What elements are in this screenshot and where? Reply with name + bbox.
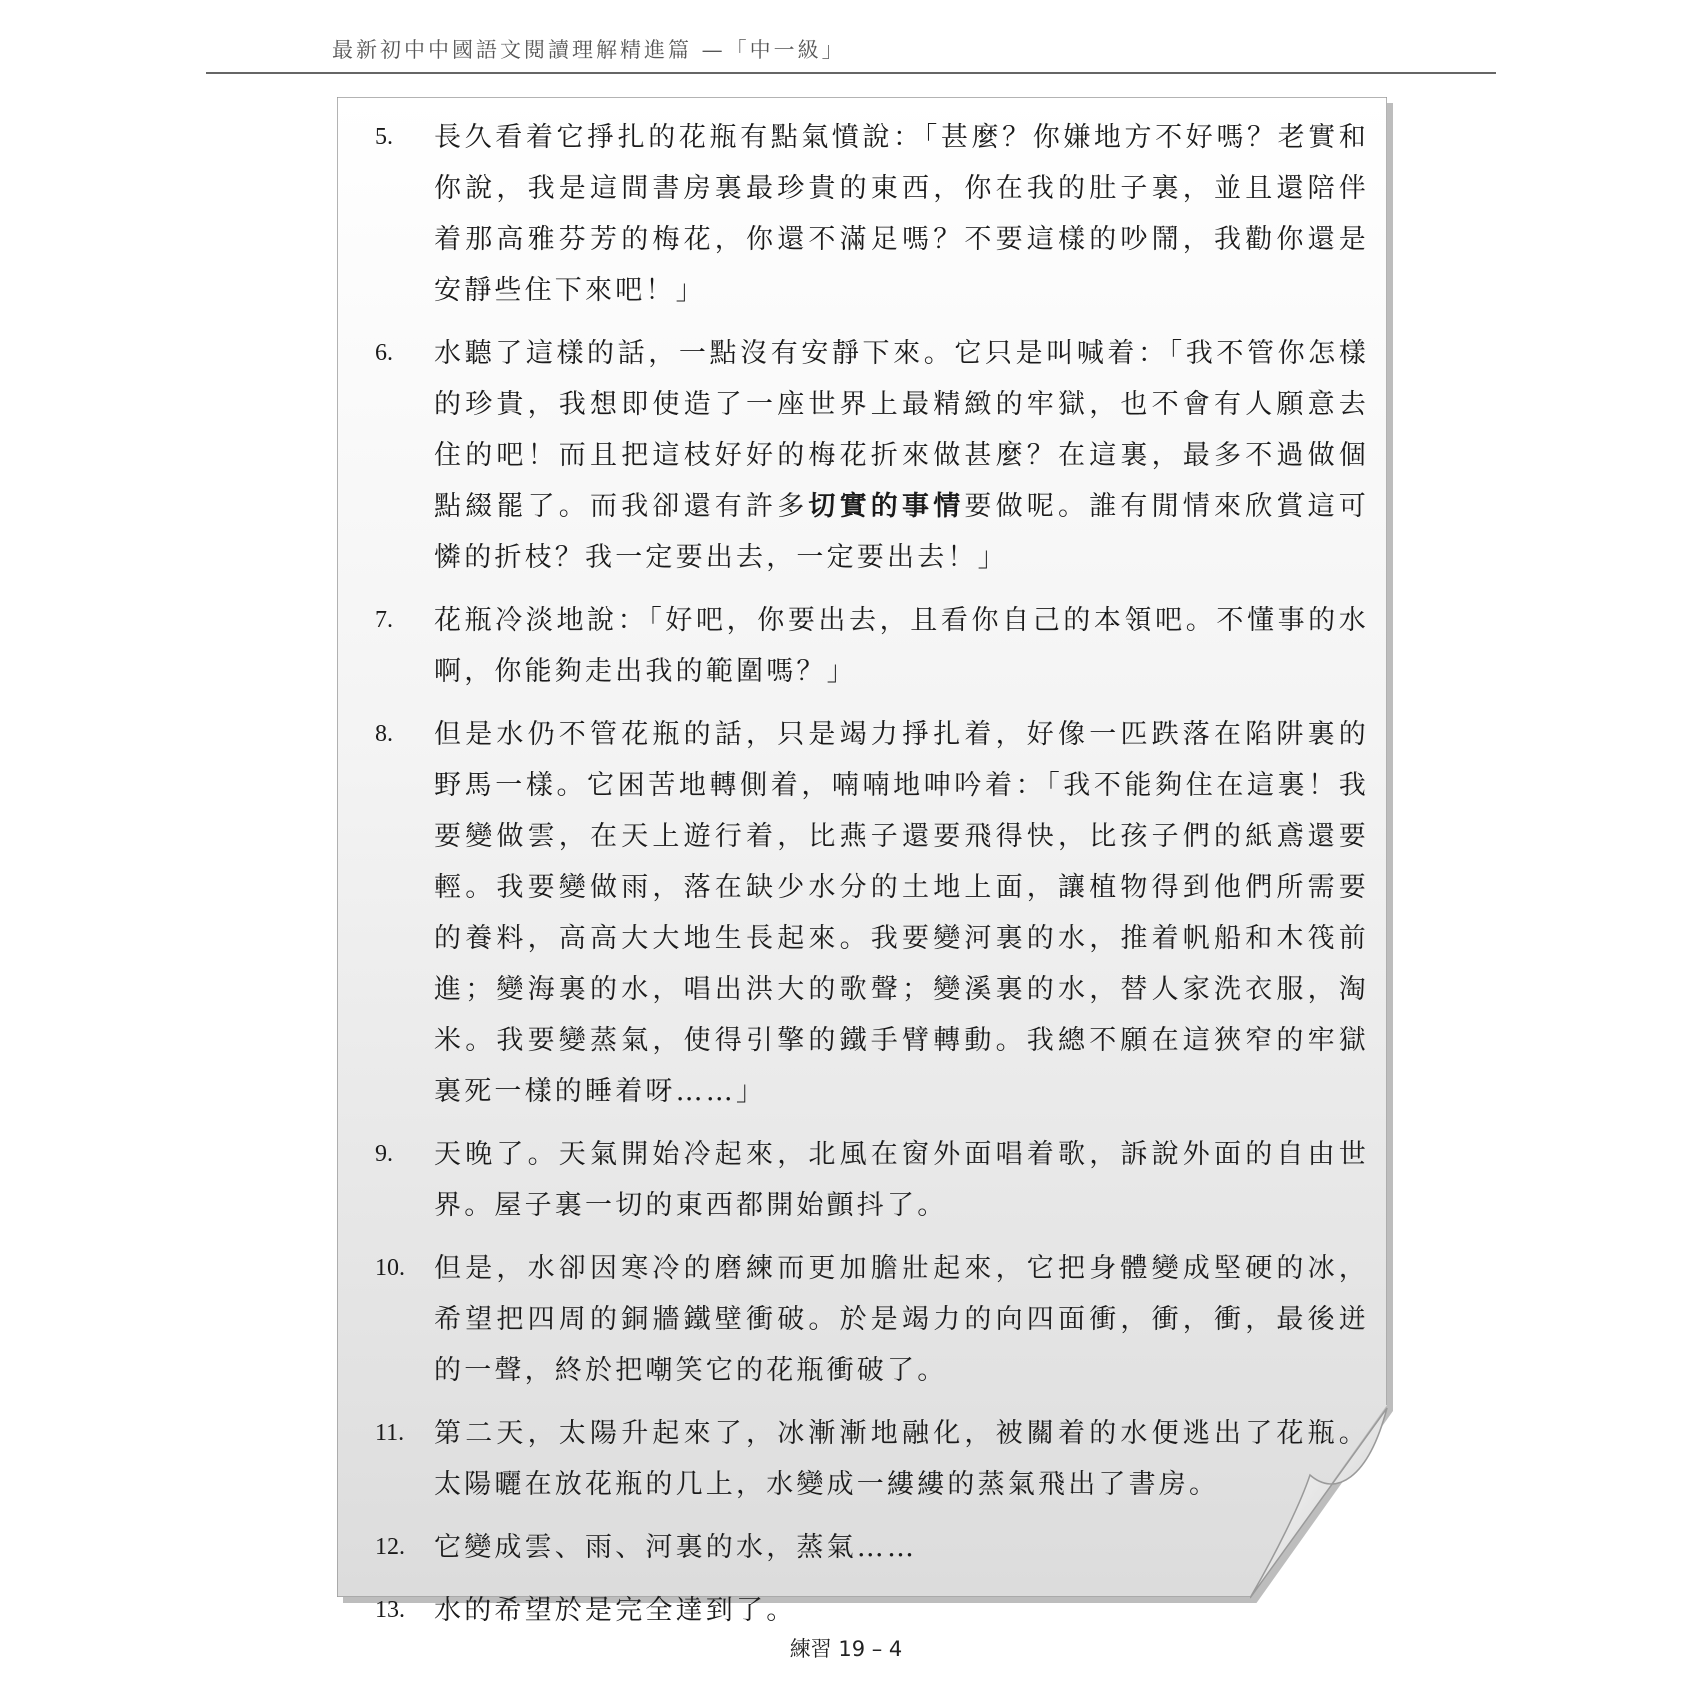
- paragraph-text-part: 水聽了這樣的話，一點沒有安靜下來。它只是叫喊着：「我不管你怎樣的珍貴，我想即使造了一座世界上最精緻的牢獄，也不會有人願意去住的吧！而且把這枝好好的梅花折來做甚麼？在這裏，最多不過做個點綴罷了。而我卻還有許多: [434, 338, 1369, 522]
- paragraph-text: 長久看着它掙扎的花瓶有點氣憤說：「甚麼？你嫌地方不好嗎？老實和你說，我是這間書房裏最珍貴的東西，你在我的肚子裏，並且還陪伴着那高雅芬芳的梅花，你還不滿足嗎？不要這樣的吵鬧，我勸你還是安靜些住下來吧！」: [434, 122, 1369, 306]
- paragraph-9: [375, 1129, 1375, 1231]
- paragraph-number: 7.: [375, 607, 393, 633]
- paragraph-number: 8.: [375, 721, 393, 747]
- paragraph-text: 花瓶冷淡地說：「好吧，你要出去，且看你自己的本領吧。不懂事的水啊，你能夠走出我的範圍嗎？」: [434, 605, 1369, 687]
- paragraph-5: [375, 112, 1375, 316]
- page-number: 練習 19 – 4: [789, 1637, 903, 1661]
- paragraph-10: [375, 1243, 1375, 1396]
- paragraph-11: [375, 1408, 1375, 1510]
- paragraph-7: [375, 595, 1375, 697]
- paragraph-number: 6.: [375, 340, 393, 366]
- bold-phrase: 切實的事情: [808, 491, 965, 522]
- paragraph-number: 5.: [375, 124, 393, 150]
- paragraph-13: [375, 1585, 1375, 1636]
- paragraph-text: 第二天，太陽升起來了，冰漸漸地融化，被關着的水便逃出了花瓶。太陽曬在放花瓶的几上，水變成一縷縷的蒸氣飛出了書房。: [434, 1418, 1369, 1500]
- paragraph-text: 天晚了。天氣開始冷起來，北風在窗外面唱着歌，訴說外面的自由世界。屋子裏一切的東西都開始顫抖了。: [434, 1139, 1369, 1221]
- header-divider: [206, 72, 1496, 74]
- header-title: 最新初中中國語文閱讀理解精進篇 —「中一級」: [332, 38, 846, 62]
- paragraph-text-part: 要做呢。誰有閒情來欣賞這可憐的折枝？我一定要出去，一定要出去！」: [434, 491, 1369, 573]
- paragraph-text: 但是水仍不管花瓶的話，只是竭力掙扎着，好像一匹跌落在陷阱裏的野馬一樣。它困苦地轉側着，喃喃地呻吟着：「我不能夠住在這裏！我要變做雲，在天上遊行着，比燕子還要飛得快，比孩子們的紙鳶還要輕。我要變做雨，落在缺少水分的土地上面，讓植物得到他們所需要的養料，高高大大地生長起來。我要變河裏的水，推着帆船和木筏前進；變海裏的水，唱出洪大的歌聲；變溪裏的水，替人家洗衣服，淘米。我要變蒸氣，使得引擎的鐵手臂轉動。我總不願在這狹窄的牢獄裏死一樣的睡着呀……」: [434, 719, 1369, 1107]
- paragraph-text: 它變成雲、雨、河裏的水，蒸氣……: [434, 1532, 918, 1563]
- paragraph-number: 12.: [375, 1534, 405, 1560]
- article-body: [375, 112, 1375, 1648]
- paragraph-12: [375, 1522, 1375, 1573]
- paragraph-6: [375, 328, 1375, 583]
- paragraph-text: [434, 328, 1369, 583]
- paragraph-number: 13.: [375, 1597, 405, 1623]
- paragraph-number: 11.: [375, 1420, 405, 1446]
- paragraph-text: 水的希望於是完全達到了。: [434, 1595, 797, 1626]
- paragraph-text: 但是，水卻因寒冷的磨練而更加膽壯起來，它把身體變成堅硬的冰，希望把四周的銅牆鐵壁衝破。於是竭力的向四面衝，衝，衝，最後迸的一聲，終於把嘲笑它的花瓶衝破了。: [434, 1253, 1369, 1386]
- paragraph-8: [375, 709, 1375, 1117]
- paragraph-number: 10.: [375, 1255, 405, 1281]
- paragraph-number: 9.: [375, 1141, 393, 1167]
